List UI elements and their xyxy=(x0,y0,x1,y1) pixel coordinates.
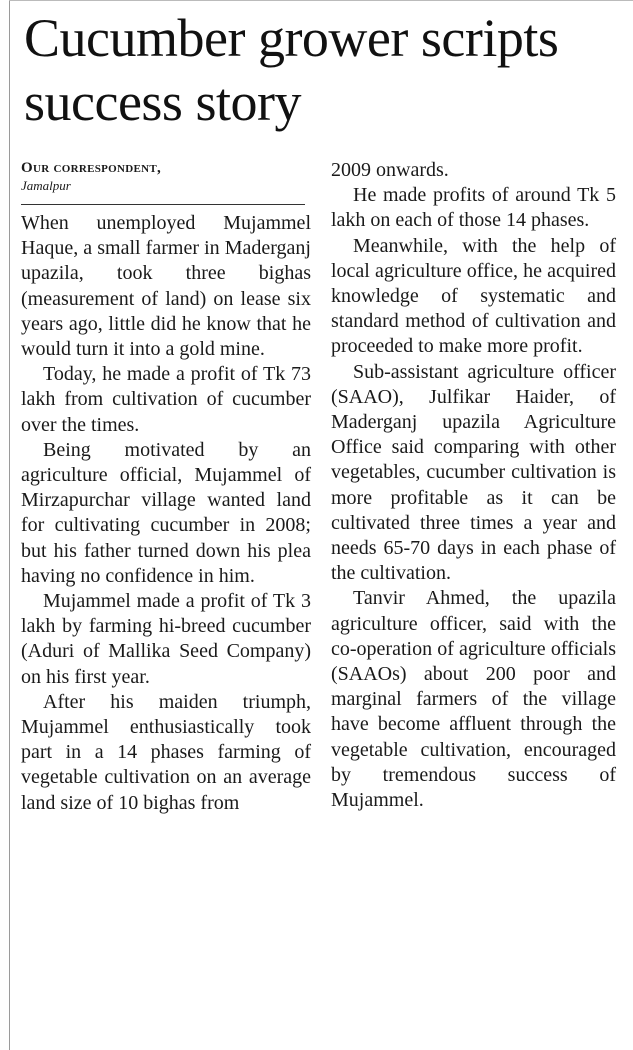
article-paragraph: Mujammel made a profit of Tk 3 lakh by farming hi-breed cucumber (Aduri of Mallika Seed Company) on his first year. xyxy=(21,590,311,688)
left-column-rule xyxy=(9,0,10,1050)
article-paragraph: Tanvir Ahmed, the upazila agriculture officer, said with the co-operation of agriculture officials (SAAOs) about 200 poor and marginal farmers of the village have become affluent through the vegetable cultivation, encouraged by tremendous success of Mujammel. xyxy=(331,587,616,812)
article-paragraph: He made profits of around Tk 5 lakh on each of those 14 phases. xyxy=(331,184,616,232)
article-paragraph: Today, he made a profit of Tk 73 lakh from cultivation of cucumber over the times. xyxy=(21,363,311,436)
article-column-left xyxy=(21,158,311,816)
article-headline: Cucumber grower scripts success story xyxy=(24,8,559,132)
byline-place: Jamalpur xyxy=(21,178,71,193)
article-paragraph: Meanwhile, with the help of local agriculture office, he acquired knowledge of systematic and standard method of cultivation and proceeded to make more profit. xyxy=(331,234,616,358)
article-paragraph: After his maiden triumph, Mujammel enthusiastically took part in a 14 phases farming of vegetable cultivation on an average land size of 10 bighas from xyxy=(21,690,311,814)
article-paragraph: When unemployed Mujammel Haque, a small farmer in Maderganj upazila, took three bighas (measurement of land) on lease six years ago, little did he know that he would turn it into a gold mine. xyxy=(21,212,311,361)
top-rule xyxy=(9,0,633,1)
article-paragraph: Being motivated by an agriculture official, Mujammel of Mirzapurchar village wanted land for cultivating cucumber in 2008; but his father turned down his plea having no confidence in him. xyxy=(21,438,311,587)
article-paragraph: Sub-assistant agriculture officer (SAAO), Julfikar Haider, of Maderganj upazila Agriculture Office said comparing with other vegetables, cucumber cultivation is more profitable as it can be cultivated three times a year and needs 65-70 days in each phase of the cultivation. xyxy=(331,360,616,585)
article-column-right xyxy=(331,158,616,813)
byline-author: Our correspondent, xyxy=(21,160,162,176)
article-paragraph: 2009 onwards. xyxy=(331,159,449,181)
byline-divider xyxy=(21,204,305,205)
